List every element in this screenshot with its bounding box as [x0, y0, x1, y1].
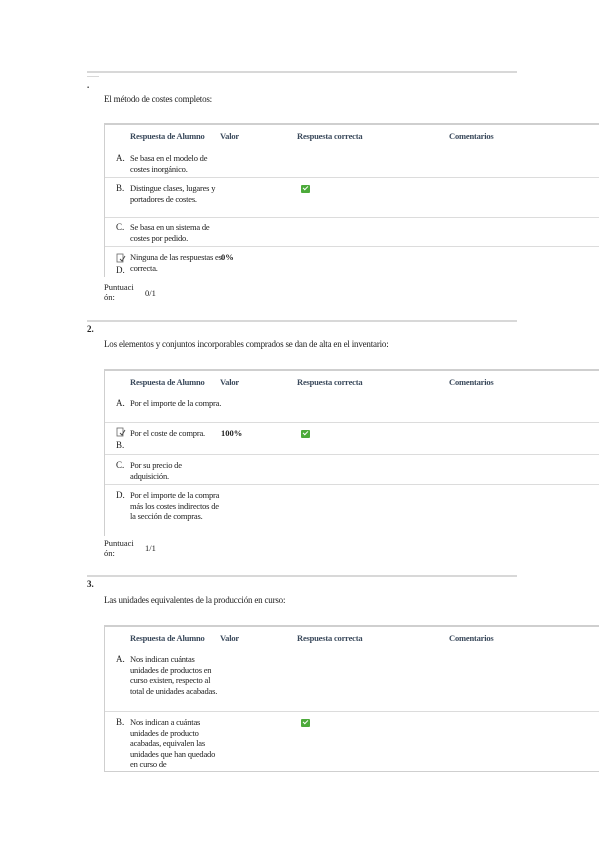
option-letter: A. [116, 654, 125, 664]
header-comments: Comentarios [449, 377, 494, 387]
score-label: Puntuaci ón: [104, 282, 134, 302]
correct-check-icon [301, 430, 310, 438]
option-value: 0% [221, 252, 234, 262]
question-divider-tick [87, 76, 99, 77]
header-comments: Comentarios [449, 633, 494, 643]
header-student-answer: Respuesta de Alumno [130, 633, 205, 643]
header-comments: Comentarios [449, 131, 494, 141]
correct-check-icon [301, 719, 310, 727]
option-letter: A. [116, 398, 125, 408]
table-row [105, 217, 599, 247]
question-number: 3. [87, 579, 94, 589]
option-text: Ninguna de las respuestas es correcta. [130, 252, 222, 273]
table-row [105, 246, 599, 277]
header-student-answer: Respuesta de Alumno [130, 377, 205, 387]
table-row [105, 177, 599, 218]
header-correct-answer: Respuesta correcta [297, 131, 363, 141]
table-row [105, 711, 599, 772]
option-letter: D. [116, 265, 125, 275]
table-row [105, 397, 599, 422]
option-text: Se basa en un sistema de costes por pedido. [130, 222, 210, 243]
question-text: Los elementos y conjuntos incorporables comprados se dan de alta en el inventario: [104, 339, 389, 349]
table-row [105, 454, 599, 485]
selected-answer-icon [116, 253, 126, 263]
header-value: Valor [220, 377, 239, 387]
header-value: Valor [220, 131, 239, 141]
score-label: Puntuaci ón: [104, 538, 134, 558]
option-letter: B. [116, 440, 125, 450]
answer-table [104, 123, 599, 277]
header-correct-answer: Respuesta correcta [297, 633, 363, 643]
header-value: Valor [220, 633, 239, 643]
question-divider [87, 320, 517, 322]
option-letter: C. [116, 222, 125, 232]
answer-table [104, 369, 599, 536]
answer-table [104, 625, 599, 772]
option-text: Nos indican cuántas unidades de productos en curso existen, respecto al total de unidades acabadas. [130, 654, 218, 696]
option-text: Nos indican a cuántas unidades de producto acabadas, equivalen las unidades que han quedado en curso de [130, 717, 216, 769]
option-letter: A. [116, 153, 125, 163]
header-correct-answer: Respuesta correcta [297, 377, 363, 387]
table-row [105, 653, 599, 713]
score-value: 0/1 [145, 288, 156, 298]
header-student-answer: Respuesta de Alumno [130, 131, 205, 141]
option-letter: C. [116, 460, 125, 470]
question-divider [87, 575, 517, 577]
selected-answer-icon [116, 427, 126, 437]
question-text: El método de costes completos: [104, 94, 212, 104]
option-letter: D. [116, 490, 125, 500]
option-value: 100% [221, 428, 243, 438]
correct-check-icon [301, 185, 310, 193]
question-number: . [87, 80, 90, 90]
question-text: Las unidades equivalentes de la producción en curso: [104, 595, 286, 605]
option-letter: B. [116, 717, 125, 727]
score-value: 1/1 [145, 543, 156, 553]
option-text: Distingue clases, lugares y portadores de costes. [130, 183, 216, 204]
table-row [105, 422, 599, 455]
option-letter: B. [116, 183, 125, 193]
question-number: 2. [87, 324, 94, 334]
option-text: Se basa en el modelo de costes inorgánico. [130, 153, 208, 174]
option-text: Por el importe de la compra. [130, 398, 222, 408]
option-text: Por el coste de compra. [130, 428, 205, 438]
question-divider [87, 71, 517, 73]
option-text: Por su precio de adquisición. [130, 460, 182, 481]
table-row [105, 484, 599, 537]
option-text: Por el importe de la compra más los costes indirectos de la sección de compras. [130, 490, 220, 521]
